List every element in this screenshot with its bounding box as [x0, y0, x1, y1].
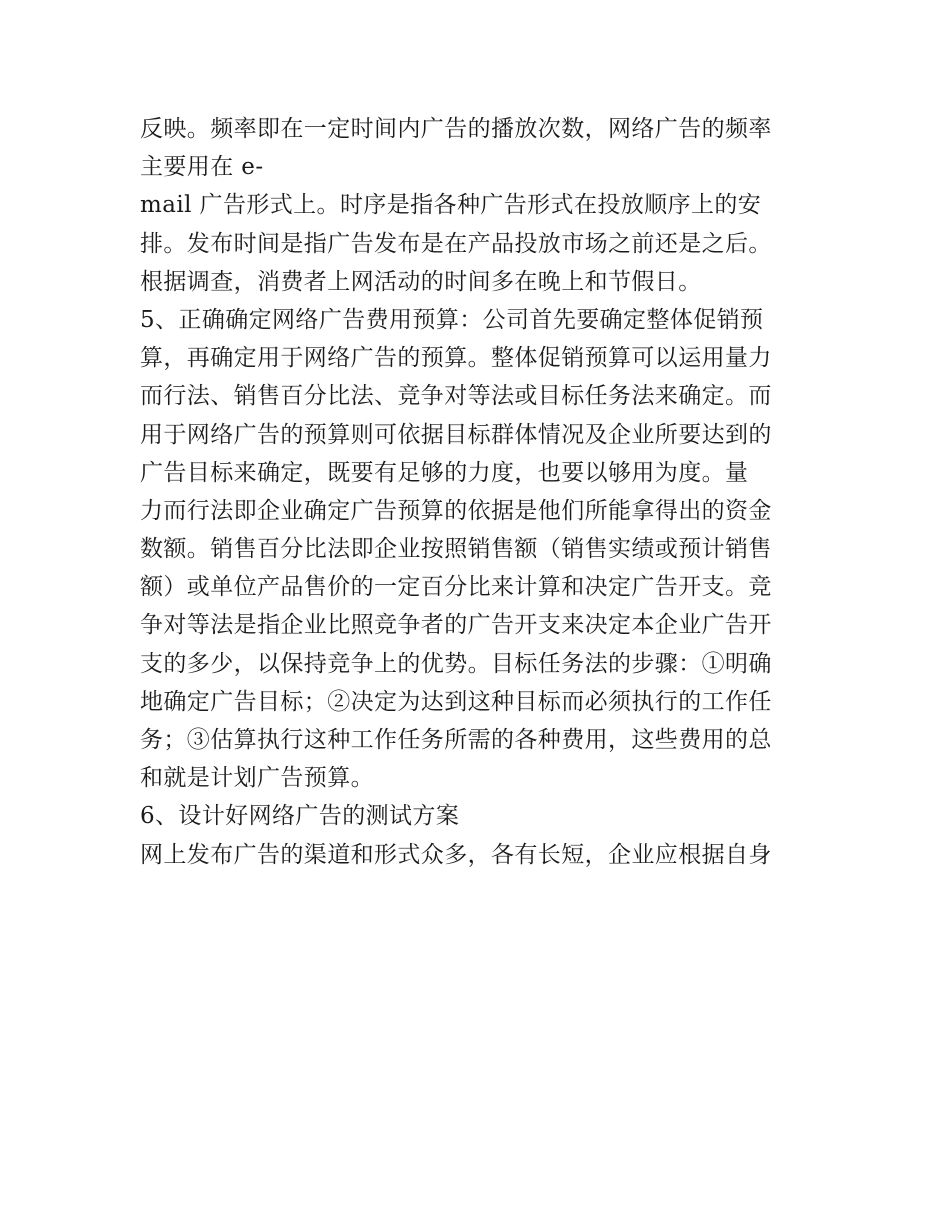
- text-line: mail 广告形式上。时序是指各种广告形式在投放顺序上的安: [140, 192, 762, 219]
- text-line: 力而行法即企业确定广告预算的依据是他们所能拿得出的资金: [140, 497, 772, 524]
- text-line: 网上发布广告的渠道和形式众多，各有长短，企业应根据自身: [140, 841, 772, 868]
- text-line: 争对等法是指企业比照竞争者的广告开支来决定本企业广告开: [140, 612, 772, 639]
- text-line: 广告目标来确定，既要有足够的力度，也要以够用为度。量: [140, 459, 749, 486]
- text-line: 排。发布时间是指广告发布是在产品投放市场之前还是之后。: [140, 230, 772, 257]
- text-line: 而行法、销售百分比法、竞争对等法或目标任务法来确定。而: [140, 383, 772, 410]
- text-line: 主要用在 e-: [140, 154, 264, 181]
- text-line: 算，再确定用于网络广告的预算。整体促销预算可以运用量力: [140, 345, 772, 372]
- section-heading-6: 6、设计好网络广告的测试方案: [140, 803, 460, 830]
- text-line: 支的多少，以保持竞争上的优势。目标任务法的步骤：①明确: [140, 650, 772, 677]
- text-line: 反映。频率即在一定时间内广告的播放次数，网络广告的频率: [140, 116, 772, 142]
- text-line: 和就是计划广告预算。: [140, 765, 374, 792]
- text-line: 地确定广告目标；②决定为达到这种目标而必须执行的工作任: [140, 688, 772, 715]
- text-line: 数额。销售百分比法即企业按照销售额（销售实绩或预计销售: [140, 536, 772, 563]
- section-heading-5: 5、正确确定网络广告费用预算：公司首先要确定整体促销预: [140, 306, 764, 333]
- text-line: 根据调查，消费者上网活动的时间多在晚上和节假日。: [140, 268, 702, 295]
- body-text: [140, 110, 820, 874]
- text-line: 务；③估算执行这种工作任务所需的各种费用，这些费用的总: [140, 727, 772, 753]
- text-line: 用于网络广告的预算则可依据目标群体情况及企业所要达到的: [140, 421, 772, 448]
- text-line: 额）或单位产品售价的一定百分比来计算和决定广告开支。竞: [140, 574, 772, 601]
